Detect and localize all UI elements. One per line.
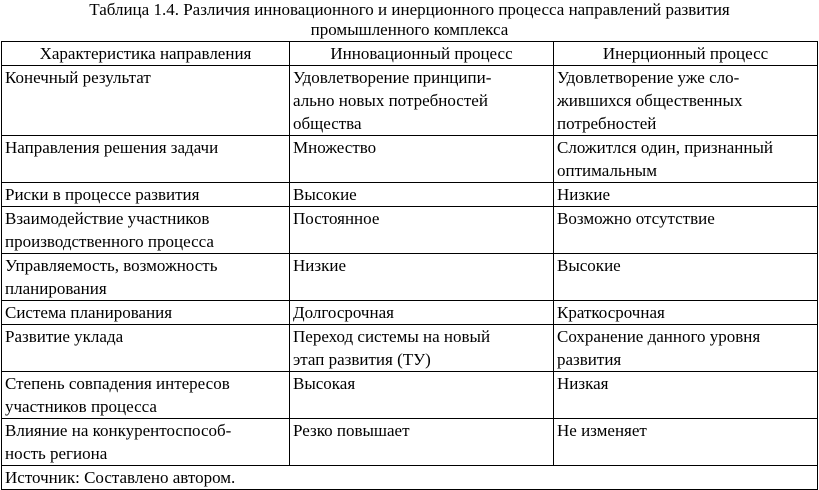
cell-line: оптимальным <box>557 161 657 180</box>
table-cell-col2 <box>290 183 554 207</box>
table-row <box>2 419 818 466</box>
cell-line: развития <box>557 350 622 369</box>
table-cell-col2 <box>290 207 554 254</box>
table-row <box>2 372 818 419</box>
table-cell-col1 <box>2 325 290 372</box>
cell-line: Конечный результат <box>5 68 151 87</box>
table-cell-col2 <box>290 419 554 466</box>
table-row <box>2 301 818 325</box>
table-cell-col2 <box>290 372 554 419</box>
header-characteristic: Характеристика направления <box>2 42 290 66</box>
cell-line: Низкие <box>557 185 610 204</box>
table-row <box>2 325 818 372</box>
table-cell-col3 <box>554 66 818 136</box>
table-cell-col2 <box>290 301 554 325</box>
table-cell-col1 <box>2 301 290 325</box>
cell-line: Развитие уклада <box>5 327 124 346</box>
table-cell-col3 <box>554 183 818 207</box>
cell-line: Низкие <box>293 256 346 275</box>
table-cell-col1 <box>2 136 290 183</box>
table-row <box>2 183 818 207</box>
comparison-table <box>1 41 818 490</box>
table-cell-col3 <box>554 254 818 301</box>
table-cell-col2 <box>290 254 554 301</box>
table-cell-col1 <box>2 372 290 419</box>
table-caption <box>0 0 819 40</box>
cell-line: Управляемость, возможность <box>5 256 218 275</box>
caption-line-2: промышленного комплекса <box>310 20 509 39</box>
cell-line: Низкая <box>557 374 609 393</box>
table-row <box>2 207 818 254</box>
cell-line: Удовлетворение уже сло- <box>557 68 740 87</box>
cell-line: Резко повышает <box>293 421 410 440</box>
cell-line: Краткосрочная <box>557 303 665 322</box>
cell-line: Долгосрочная <box>293 303 394 322</box>
cell-line: Переход системы на новый <box>293 327 491 346</box>
caption-line-1: Таблица 1.4. Различия инновационного и инерционного процесса направлений развития <box>89 0 730 19</box>
cell-line: Высокие <box>557 256 621 275</box>
cell-line: жившихся общественных <box>557 91 743 110</box>
cell-line: производственного процесса <box>5 232 214 251</box>
source-note: Источник: Составлено автором. <box>2 466 818 490</box>
cell-line: Степень совпадения интересов <box>5 374 230 393</box>
table-cell-col2 <box>290 66 554 136</box>
cell-line: Взаимодействие участников <box>5 209 210 228</box>
source-row <box>2 466 818 490</box>
cell-line: планирования <box>5 279 107 298</box>
table-cell-col3 <box>554 136 818 183</box>
cell-line: Риски в процессе развития <box>5 185 200 204</box>
header-inertial: Инерционный процесс <box>554 42 818 66</box>
table-cell-col1 <box>2 254 290 301</box>
cell-line: Постоянное <box>293 209 380 228</box>
cell-line: Высокая <box>293 374 356 393</box>
header-innovative: Инновационный процесс <box>290 42 554 66</box>
table-cell-col3 <box>554 419 818 466</box>
table-body <box>2 66 818 466</box>
table-cell-col1 <box>2 66 290 136</box>
table-cell-col1 <box>2 207 290 254</box>
table-cell-col3 <box>554 325 818 372</box>
cell-line: ность региона <box>5 444 108 463</box>
cell-line: ально новых потребностей <box>293 91 488 110</box>
table-cell-col3 <box>554 207 818 254</box>
table-row <box>2 66 818 136</box>
cell-line: потребностей <box>557 114 657 133</box>
cell-line: Не изменяет <box>557 421 647 440</box>
table-row <box>2 136 818 183</box>
table-cell-col1 <box>2 183 290 207</box>
cell-line: Сложитлся один, признанный <box>557 138 773 157</box>
cell-line: Высокие <box>293 185 357 204</box>
cell-line: Возможно отсутствие <box>557 209 715 228</box>
table-header-row <box>2 42 818 66</box>
cell-line: участников процесса <box>5 397 157 416</box>
cell-line: этап развития (ТУ) <box>293 350 431 369</box>
cell-line: Система планирования <box>5 303 173 322</box>
table-row <box>2 254 818 301</box>
table-cell-col3 <box>554 372 818 419</box>
table-cell-col2 <box>290 136 554 183</box>
cell-line: Направления решения задачи <box>5 138 219 157</box>
cell-line: Множество <box>293 138 377 157</box>
cell-line: Сохранение данного уровня <box>557 327 761 346</box>
cell-line: Удовлетворение принципи- <box>293 68 492 87</box>
table-cell-col3 <box>554 301 818 325</box>
table-cell-col1 <box>2 419 290 466</box>
cell-line: Влияние на конкурентоспособ- <box>5 421 232 440</box>
table-cell-col2 <box>290 325 554 372</box>
cell-line: общества <box>293 114 362 133</box>
